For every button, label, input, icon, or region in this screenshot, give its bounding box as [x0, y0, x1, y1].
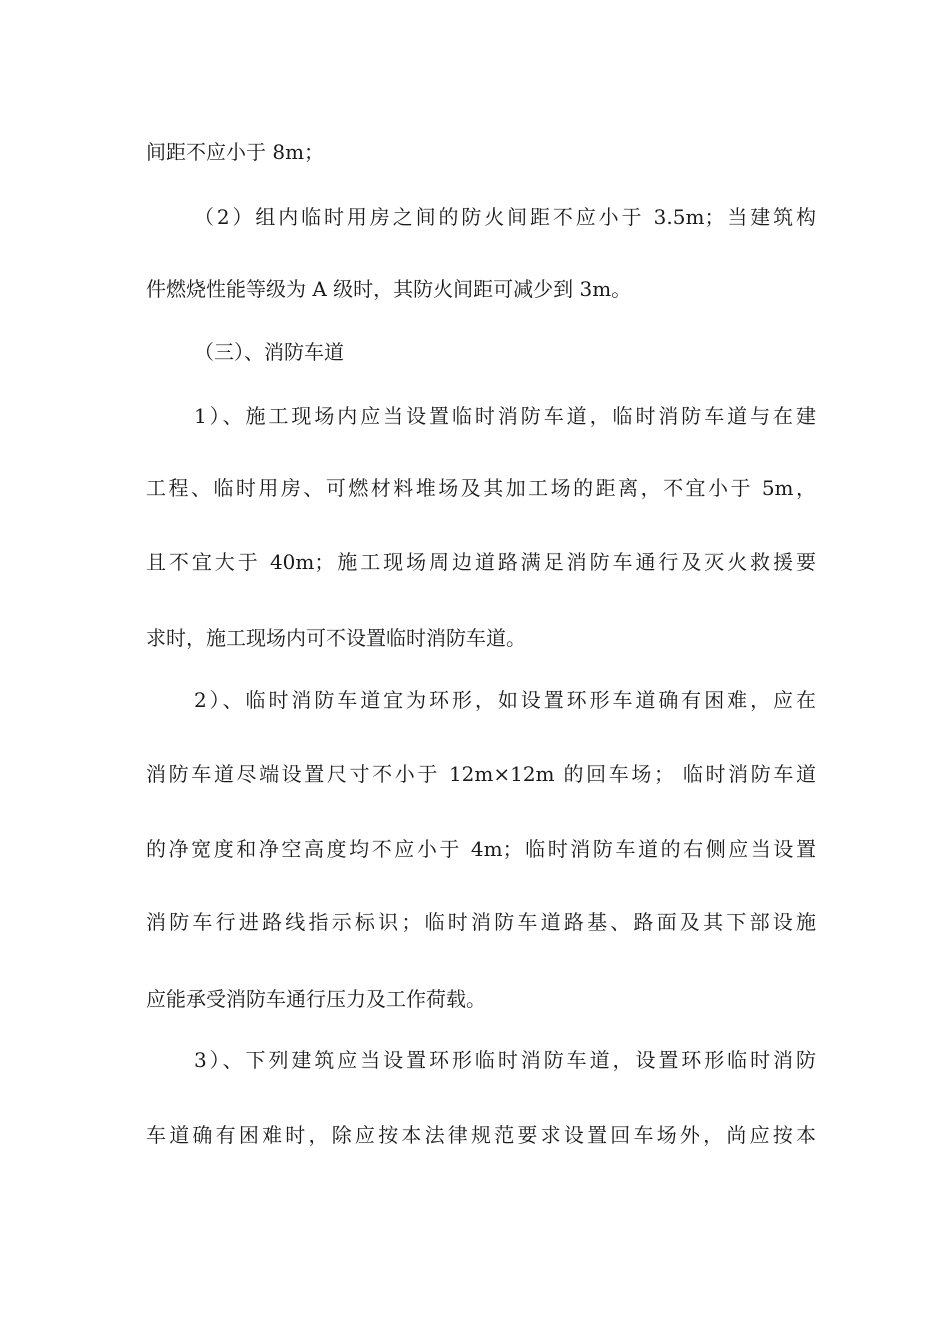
section-heading: （三）、消防车道 — [194, 340, 344, 364]
text-line: 消防车行进路线指示标识；临时消防车道路基、路面及其下部设施 — [146, 910, 816, 934]
text-line: 求时，施工现场内可不设置临时消防车道。 — [146, 626, 526, 650]
text-line: 车道确有困难时，除应按本法律规范要求设置回车场外，尚应按本 — [146, 1123, 816, 1147]
text-line: 1）、施工现场内应当设置临时消防车道，临时消防车道与在建 — [194, 404, 816, 428]
text-line: 消防车道尽端设置尺寸不小于 12m×12m 的回车场； 临时消防车道 — [146, 762, 816, 786]
text-line: 应能承受消防车通行压力及工作荷载。 — [146, 987, 486, 1011]
text-line: 3）、下列建筑应当设置环形临时消防车道，设置环形临时消防 — [194, 1048, 816, 1072]
text-line: 工程、临时用房、可燃材料堆场及其加工场的距离，不宜小于 5m， — [146, 476, 816, 500]
text-line: 件燃烧性能等级为 A 级时，其防火间距可减少到 3m。 — [146, 277, 632, 301]
text-line: 的净宽度和净空高度均不应小于 4m；临时消防车道的右侧应当设置 — [146, 837, 816, 861]
text-line: （2）组内临时用房之间的防火间距不应小于 3.5m；当建筑构 — [194, 205, 816, 229]
text-line: 且不宜大于 40m；施工现场周边道路满足消防车通行及灭火救援要 — [146, 550, 816, 574]
text-line: 间距不应小于 8m； — [146, 140, 325, 164]
text-line: 2）、临时消防车道宜为环形，如设置环形车道确有困难，应在 — [194, 688, 816, 712]
